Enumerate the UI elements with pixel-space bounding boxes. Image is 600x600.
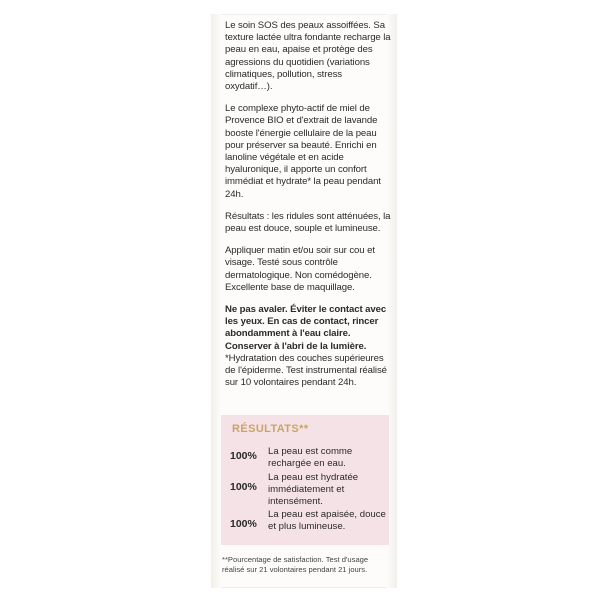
result-percent: 100% [230,450,257,462]
results-summary-paragraph: Résultats : les ridules sont atténuées, la peau est douce, souple et lumineuse. [225,210,391,235]
satisfaction-footnote: **Pourcentage de satisfaction. Test d'usage réalisé sur 21 volontaires pendant 21 jours. [222,555,369,574]
box-left-edge [211,14,221,588]
description-text-area [225,20,391,389]
result-text: La peau est apaisée, douce et plus lumineuse. [268,509,386,532]
intro-paragraph: Le soin SOS des peaux assoiffées. Sa texture lactée ultra fondante recharge la peau en eau, apaise et protège des agressions du quotidien (variations climatiques, pollution, stress oxydatif…). [225,20,391,93]
results-title: RÉSULTATS** [232,423,309,435]
usage-paragraph: Appliquer matin et/ou soir sur cou et visage. Testé sous contrôle dermatologique. Non comédogène. Excellente base de maquillage. [225,245,375,293]
result-text: La peau est comme rechargée en eau. [268,446,353,469]
result-percent: 100% [230,518,257,530]
complex-paragraph: Le complexe phyto-actif de miel de Provence BIO et d'extrait de lavande booste l'énergie cellulaire de la peau pour préserver sa beauté. Enrichi en lanoline végétale et en acide hyaluronique, il apporte un confort immédiat et hydrate* la peau pendant 24h. [225,103,381,200]
result-text: La peau est hydratée immédiatement et intensément. [268,472,359,507]
hydration-note: *Hydratation des couches supérieures de l'épiderme. Test instrumental réalisé sur 10 volontaires pendant 24h. [225,352,387,389]
result-percent: 100% [230,481,257,493]
warning-paragraph: Ne pas avaler. Éviter le contact avec les yeux. En cas de contact, rincer abondamment à l'eau claire. Conserver à l'abri de la lumière. [225,304,387,352]
